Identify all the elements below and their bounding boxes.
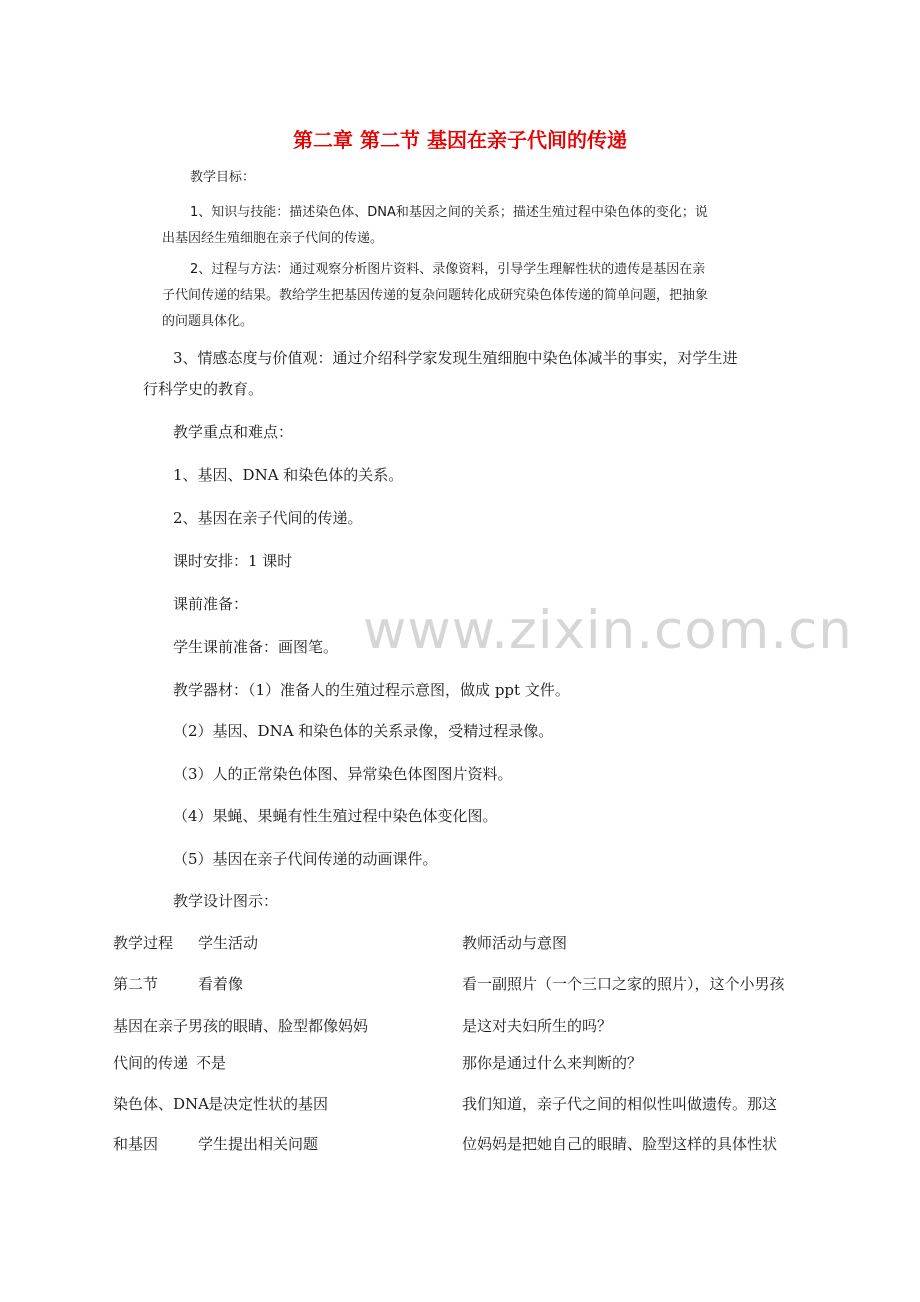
row-3-student: 不是 [196,1054,227,1072]
row-5-teacher: 位妈妈是把她自己的眼睛、脸型这样的具体性状 [462,1135,778,1153]
objective-3-line-2: 行科学史的教育。 [143,380,264,398]
student-preparation: 学生课前准备：画图笔。 [173,638,339,656]
equipment-5: （5）基因在亲子代间传递的动画课件。 [173,850,438,868]
objectives-heading: 教学目标： [190,170,256,185]
header-student: 学生活动 [198,934,259,952]
document-title: 第二章 第二节 基因在亲子代间的传递 [293,128,627,152]
row-2-teacher: 是这对夫妇所生的吗？ [462,1017,613,1035]
table-header [0,932,920,958]
watermark: www.zixin.com.cn [363,600,853,661]
equipment-1: 教学器材：（1）准备人的生殖过程示意图，做成 ppt 文件。 [173,681,570,699]
design-heading: 教学设计图示： [173,892,279,910]
equipment-4: （4）果蝇、果蝇有性生殖过程中染色体变化图。 [173,807,498,825]
row-3-teacher: 那你是通过什么来判断的？ [462,1054,643,1072]
objective-2-line-3: 的问题具体化。 [162,314,254,329]
objective-1-line-1: 1、知识与技能：描述染色体、DNA和基因之间的关系；描述生殖过程中染色体的变化；说 [190,205,708,220]
table-row [0,973,920,999]
table-row [0,1052,920,1078]
table-row [0,1133,920,1159]
row-2-student: 男孩的眼睛、脸型都像妈妈 [188,1017,369,1035]
objective-1 [162,200,802,252]
row-2-process: 基因在亲子 [113,1017,189,1035]
objective-1-line-2: 出基因经生殖细胞在亲子代间的传递。 [162,231,384,246]
objective-3-line-1: 3、情感态度与价值观：通过介绍科学家发现生殖细胞中染色体减半的事实，对学生进 [173,349,738,367]
equipment-2: （2）基因、DNA 和染色体的关系录像，受精过程录像。 [173,722,554,740]
table-row [0,1015,920,1041]
header-process: 教学过程 [113,934,174,952]
row-4-process: 染色体、DNA [113,1095,209,1113]
row-5-student: 学生提出相关问题 [198,1135,319,1153]
row-1-process: 第二节 [113,975,159,993]
row-1-teacher: 看一副照片（一个三口之家的照片），这个小男孩 [462,975,785,993]
row-5-process: 和基因 [113,1135,159,1153]
key-point-2: 2、基因在亲子代间的传递。 [173,509,363,527]
objective-2-line-2: 子代间传递的结果。教给学生把基因传递的复杂问题转化成研究染色体传递的简单问题，把抽象 [162,288,709,303]
objective-2 [162,257,802,335]
objective-2-line-1: 2、过程与方法：通过观察分析图片资料、录像资料，引导学生理解性状的遗传是基因在亲 [190,262,706,277]
key-points-heading: 教学重点和难点： [173,423,294,441]
table-row [0,1093,920,1119]
preparation-heading: 课前准备： [173,595,249,613]
row-4-teacher: 我们知道，亲子代之间的相似性叫做遗传。那这 [462,1095,778,1113]
equipment-3: （3）人的正常染色体图、异常染色体图图片资料。 [173,765,513,783]
row-4-student: 是决定性状的基因 [208,1095,329,1113]
row-1-student: 看着像 [198,975,244,993]
row-3-process: 代间的传递 [113,1054,189,1072]
header-teacher: 教师活动与意图 [462,934,568,952]
schedule: 课时安排：1 课时 [173,552,293,570]
key-point-1: 1、基因、DNA 和染色体的关系。 [173,466,404,484]
